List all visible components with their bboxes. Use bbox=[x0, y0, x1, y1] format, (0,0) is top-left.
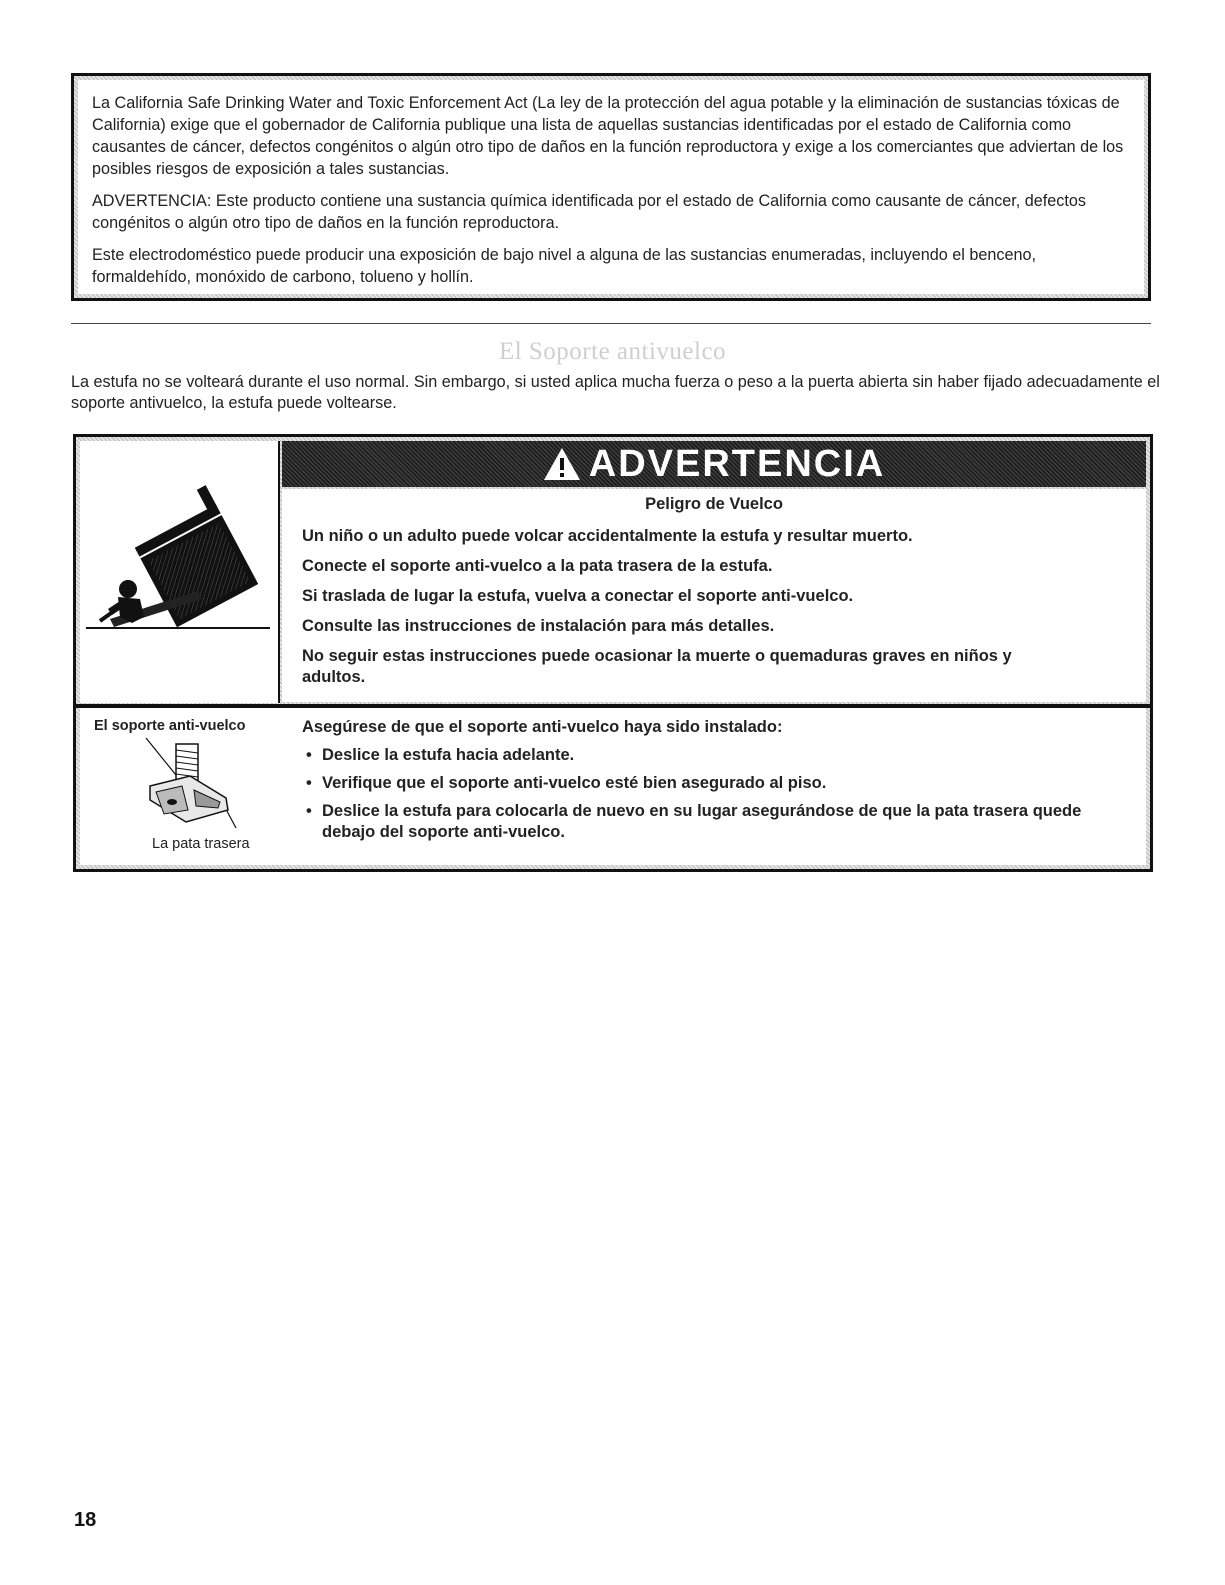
bracket-illustration-panel bbox=[80, 708, 280, 865]
warning-line: Consulte las instrucciones de instalación para más detalles. bbox=[302, 617, 775, 635]
prop65-paragraph: La California Safe Drinking Water and Toxic Enforcement Act (La ley de la protección del agua potable y la eliminación de sustancias tóxicas de California) exige que el gobernador de California publique una lista de aquellas sustancias identificadas por el estado de California como causantes de cáncer, defectos congénitos o algún otro tipo de daños en la función reproductora y exige a los comerciantes que adviertan de los posibles riesgos de exposición a tales sustancias. bbox=[92, 94, 1124, 178]
instruction-item: • Deslice la estufa para colocarla de nuevo en su lugar asegurándose de que la pata trasera quede debajo del soporte anti-vuelco. bbox=[302, 801, 1102, 843]
prop65-paragraph: Este electrodoméstico puede producir una exposición de bajo nivel a alguna de las sustancias enumeradas, incluyendo el benceno, formaldehído, monóxido de carbono, tolueno y hollín. bbox=[92, 246, 1036, 286]
bracket-label: El soporte anti-vuelco bbox=[94, 718, 246, 734]
instructions-lead: Asegúrese de que el soporte anti-vuelco haya sido instalado: bbox=[302, 718, 783, 736]
section-title: El Soporte antivuelco bbox=[498, 338, 727, 365]
section-divider bbox=[71, 323, 1151, 324]
warning-top-section bbox=[76, 437, 1150, 704]
warning-triangle-icon bbox=[543, 447, 581, 481]
tip-over-warning-box bbox=[73, 434, 1153, 872]
warning-line: Si traslada de lugar la estufa, vuelva a conectar el soporte anti-vuelco. bbox=[302, 587, 854, 605]
instruction-item: • Deslice la estufa hacia adelante. bbox=[302, 745, 1126, 766]
section-intro: La estufa no se volteará durante el uso normal. Sin embargo, si usted aplica mucha fuerza o peso a la puerta abierta sin haber fijado adecuadamente el soporte antivuelco, la estufa puede voltearse. bbox=[71, 373, 1160, 412]
child-tipping-range-icon bbox=[80, 441, 278, 703]
warning-line: No seguir estas instrucciones puede ocasionar la muerte o quemaduras graves en niños y adultos. bbox=[302, 647, 1012, 686]
prop65-notice-box bbox=[71, 73, 1151, 301]
rear-leg-label: La pata trasera bbox=[152, 836, 250, 852]
instruction-item: • Verifique que el soporte anti-vuelco esté bien asegurado al piso. bbox=[302, 773, 1126, 794]
warning-banner-text: ADVERTENCIA bbox=[588, 442, 886, 485]
warning-bottom-section bbox=[80, 708, 1146, 865]
page-number: 18 bbox=[74, 1509, 97, 1531]
installation-check-instructions bbox=[302, 718, 1126, 850]
warning-body bbox=[282, 489, 1146, 702]
hazard-title: Peligro de Vuelco bbox=[645, 495, 783, 513]
prop65-notice-content bbox=[78, 80, 1144, 294]
instructions-list bbox=[302, 745, 1126, 843]
anti-tip-bracket-icon bbox=[120, 736, 260, 840]
prop65-paragraph: ADVERTENCIA: Este producto contiene una sustancia química identificada por el estado de California como causante de cáncer, defectos congénitos o algún otro tipo de daños en la función reproductora. bbox=[92, 192, 1086, 232]
tip-over-illustration bbox=[80, 441, 280, 703]
warning-line: Conecte el soporte anti-vuelco a la pata trasera de la estufa. bbox=[302, 557, 773, 575]
warning-banner bbox=[282, 441, 1146, 487]
warning-line: Un niño o un adulto puede volcar accidentalmente la estufa y resultar muerto. bbox=[302, 527, 913, 545]
